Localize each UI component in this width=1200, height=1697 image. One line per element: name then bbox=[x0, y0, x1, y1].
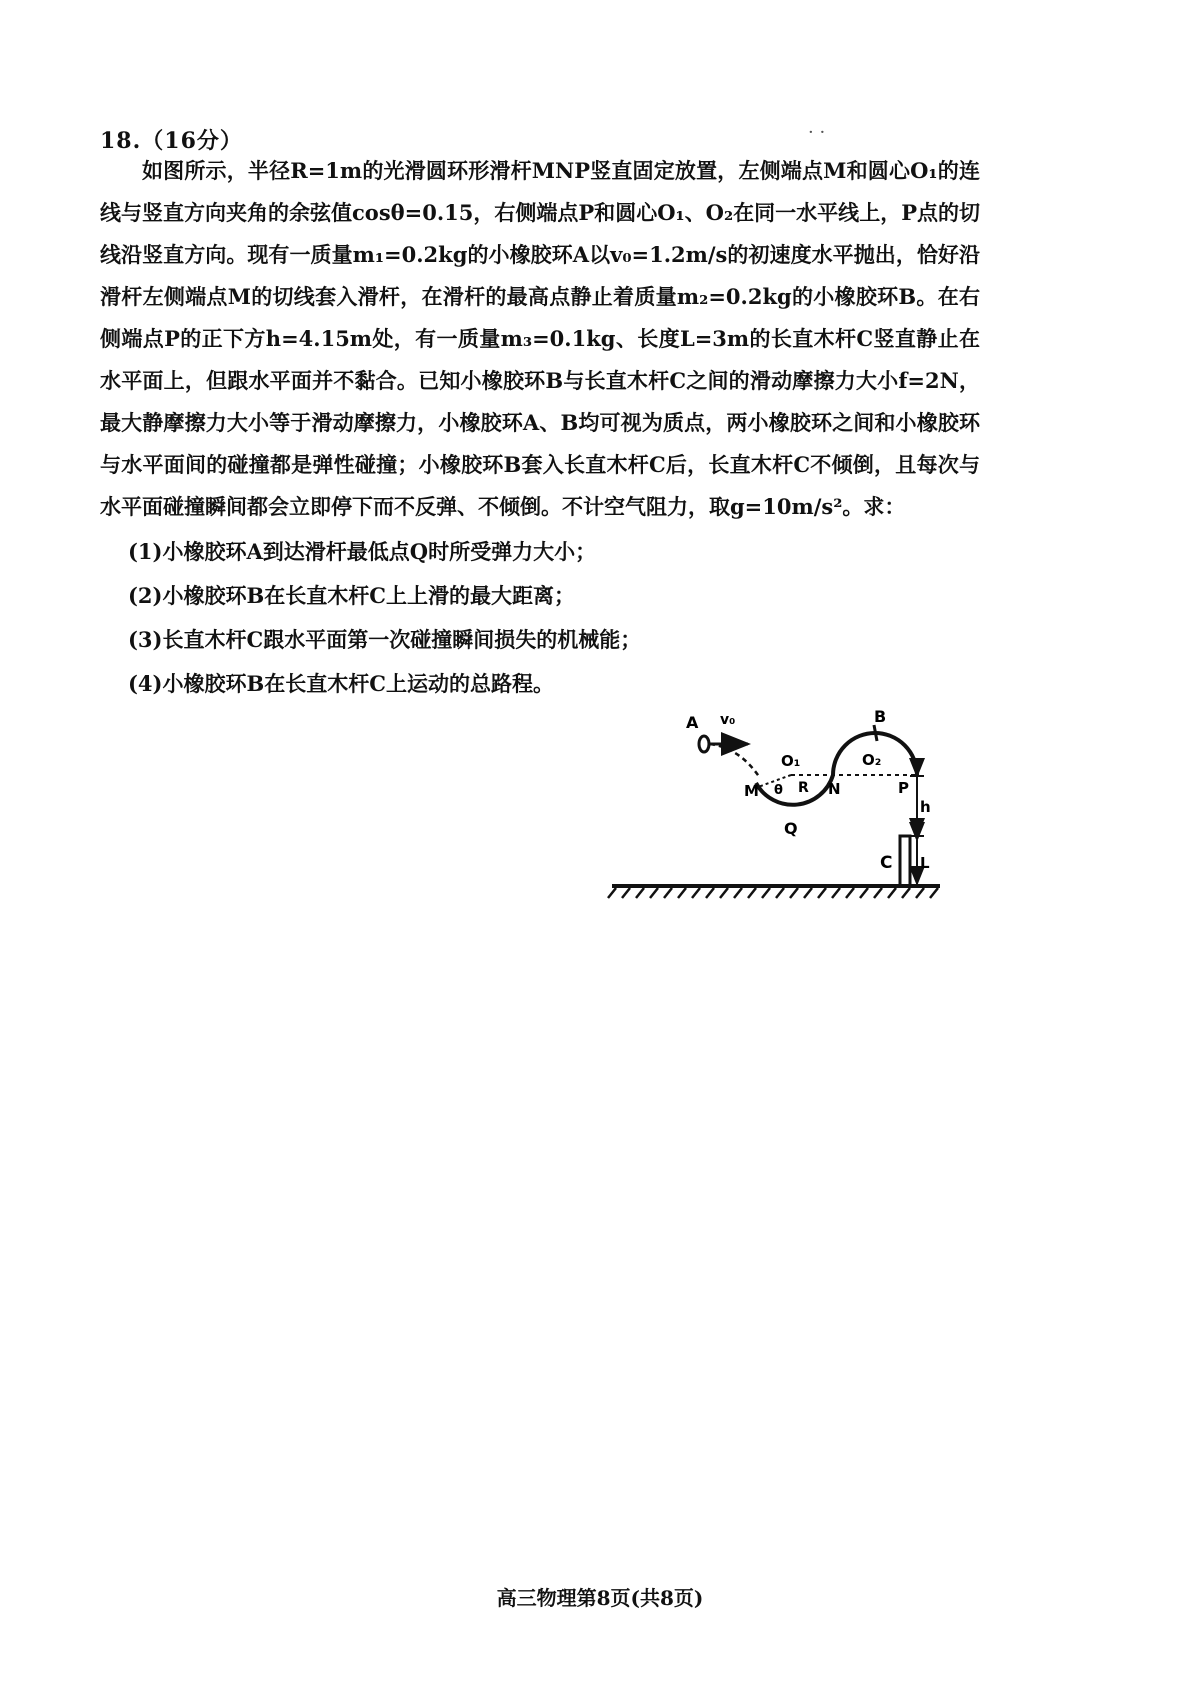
label-q: Q bbox=[784, 819, 798, 838]
label-p: P bbox=[898, 779, 909, 797]
label-v0: v₀ bbox=[720, 712, 736, 728]
rod-c bbox=[900, 836, 910, 886]
label-l: L bbox=[920, 854, 930, 872]
label-c: C bbox=[880, 853, 893, 873]
label-r: R bbox=[798, 780, 809, 796]
projectile-path bbox=[710, 744, 760, 778]
label-o2: O₂ bbox=[862, 751, 882, 769]
page-footer: 高三物理第8页(共8页) bbox=[496, 1586, 704, 1610]
label-o1: O₁ bbox=[781, 752, 801, 770]
label-h: h bbox=[920, 798, 931, 816]
ring-a bbox=[699, 736, 709, 752]
sub-question-2: (2)小橡胶环B在长直木杆C上上滑的最大距离； bbox=[128, 583, 575, 608]
sub-question-3: (3)长直木杆C跟水平面第一次碰撞瞬间损失的机械能； bbox=[128, 627, 642, 652]
left-arc bbox=[756, 775, 833, 805]
label-theta: θ bbox=[774, 783, 783, 798]
label-b: B bbox=[874, 707, 887, 726]
question-body: 如图所示，半径R=1m的光滑圆环形滑杆MNP竖直固定放置，左侧端点M和圆心O₁的连线与竖直方向夹角的余弦值cosθ=0.15，右侧端点P和圆心O₁、O₂在同一水平线上，P点的切线沿竖直方向。现有一质量m₁=0.2kg的小橡胶环A以v₀=1.2m/s的初速度水平抛出，恰好沿滑杆左侧端点M的切线套入滑杆，在滑杆的最高点静止着质量m₂=0.2kg的小橡胶环B。在右侧端点P的正下方h=4.15m处，有一质量m₃=0.1kg、长度L=3m的长直木杆C竖直静止在水平面上，但跟水平面并不黏合。已知小橡胶环B与长直木杆C之间的滑动摩擦力大小f=2N，最大静摩擦力大小等于滑动摩擦力，小橡胶环A、B均可视为质点，两小橡胶环之间和小橡胶环与水平面间的碰撞都是弹性碰撞；小橡胶环B套入长直木杆C后，长直木杆C不倾倒，且每次与水平面碰撞瞬间都会立即停下而不反弹、不倾倒。不计空气阻力，取g=10m/s²。求： bbox=[100, 158, 980, 519]
label-a: A bbox=[686, 713, 699, 732]
label-n: N bbox=[828, 780, 841, 798]
question-number: 18.（16分） bbox=[100, 128, 243, 154]
scan-mark: · · bbox=[808, 122, 826, 143]
sub-question-1: (1)小橡胶环A到达滑杆最低点Q时所受弹力大小； bbox=[128, 539, 597, 564]
ring-b bbox=[874, 725, 877, 741]
sub-question-4: (4)小橡胶环B在长直木杆C上运动的总路程。 bbox=[128, 671, 554, 696]
label-m: M bbox=[744, 782, 759, 800]
ground bbox=[608, 886, 940, 898]
